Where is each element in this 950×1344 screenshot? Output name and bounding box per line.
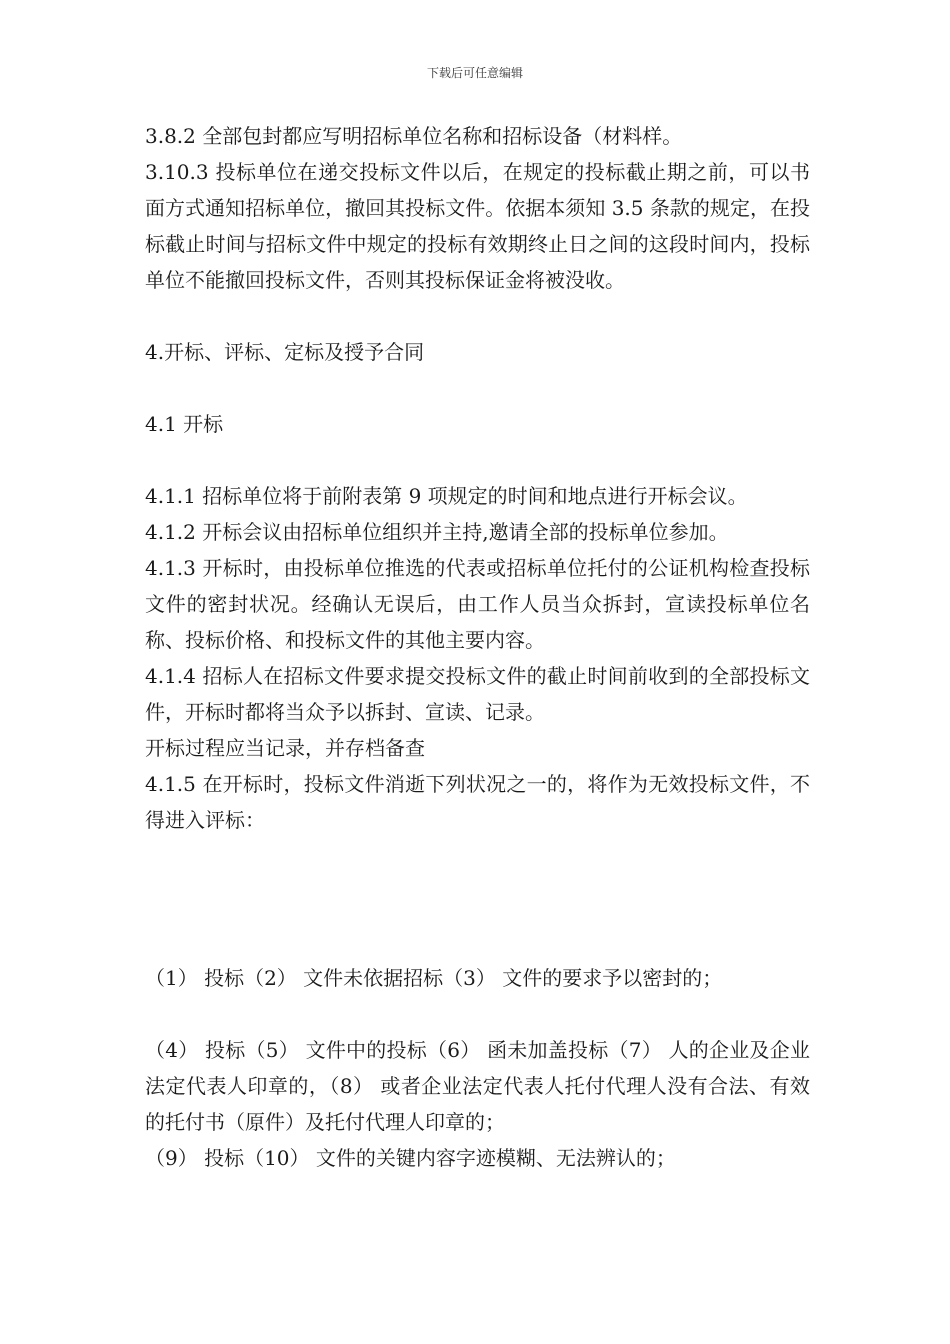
section-heading-4-1: 4.1 开标 [145,412,224,436]
paragraph-3-10-3: 3.10.3 投标单位在递交投标文件以后，在规定的投标截止期之前，可以书面方式通知招标单位，撤回其投标文件。依据本须知 3.5 条款的规定，在投标截止时间与招标文件中规定的投标有效期终止日之间的这段时间内，投标单位不能撤回投标文件，否则其投标保证金将被没收。 [145,160,810,292]
paragraph-4-1-4: 4.1.4 招标人在招标文件要求提交投标文件的截止时间前收到的全部投标文件，开标时都将当众予以拆封、宣读、记录。 [145,664,810,724]
paragraph-3-8-2: 3.8.2 全部包封都应写明招标单位名称和招标设备（材料样。 [145,124,683,148]
list-item-9: （9） 投标（10） 文件的关键内容字迹模糊、无法辨认的； [145,1146,676,1170]
list-item-4: （4） 投标（5） 文件中的投标（6） 函未加盖投标（7） 人的企业及企业法定代表人印章的，（8） 或者企业法定代表人托付代理人没有合法、有效的托付书（原件）及托付代理人印章的； [145,1038,810,1134]
paragraph-4-1-5: 4.1.5 在开标时，投标文件消逝下列状况之一的，将作为无效投标文件，不得进入评标： [145,772,810,832]
list-item-1: （1） 投标（2） 文件未依据招标（3） 文件的要求予以密封的； [145,966,723,990]
spacer [145,838,810,960]
document-body [145,118,810,1176]
spacer [145,370,810,406]
spacer [145,442,810,478]
spacer [145,996,810,1032]
paragraph-4-1-3: 4.1.3 开标时，由投标单位推选的代表或招标单位托付的公证机构检查投标文件的密封状况。经确认无误后，由工作人员当众拆封，宣读投标单位名称、投标价格、和投标文件的其他主要内容。 [145,556,810,652]
spacer [145,298,810,334]
paragraph-4-1-2: 4.1.2 开标会议由招标单位组织并主持,邀请全部的投标单位参加。 [145,520,729,544]
page-header: 下载后可任意编辑 [426,66,523,80]
paragraph-4-1-1: 4.1.1 招标单位将于前附表第 9 项规定的时间和地点进行开标会议。 [145,484,748,508]
section-heading-4: 4.开标、评标、定标及授予合同 [145,340,425,364]
paragraph-opening-record: 开标过程应当记录，并存档备查 [145,736,425,760]
